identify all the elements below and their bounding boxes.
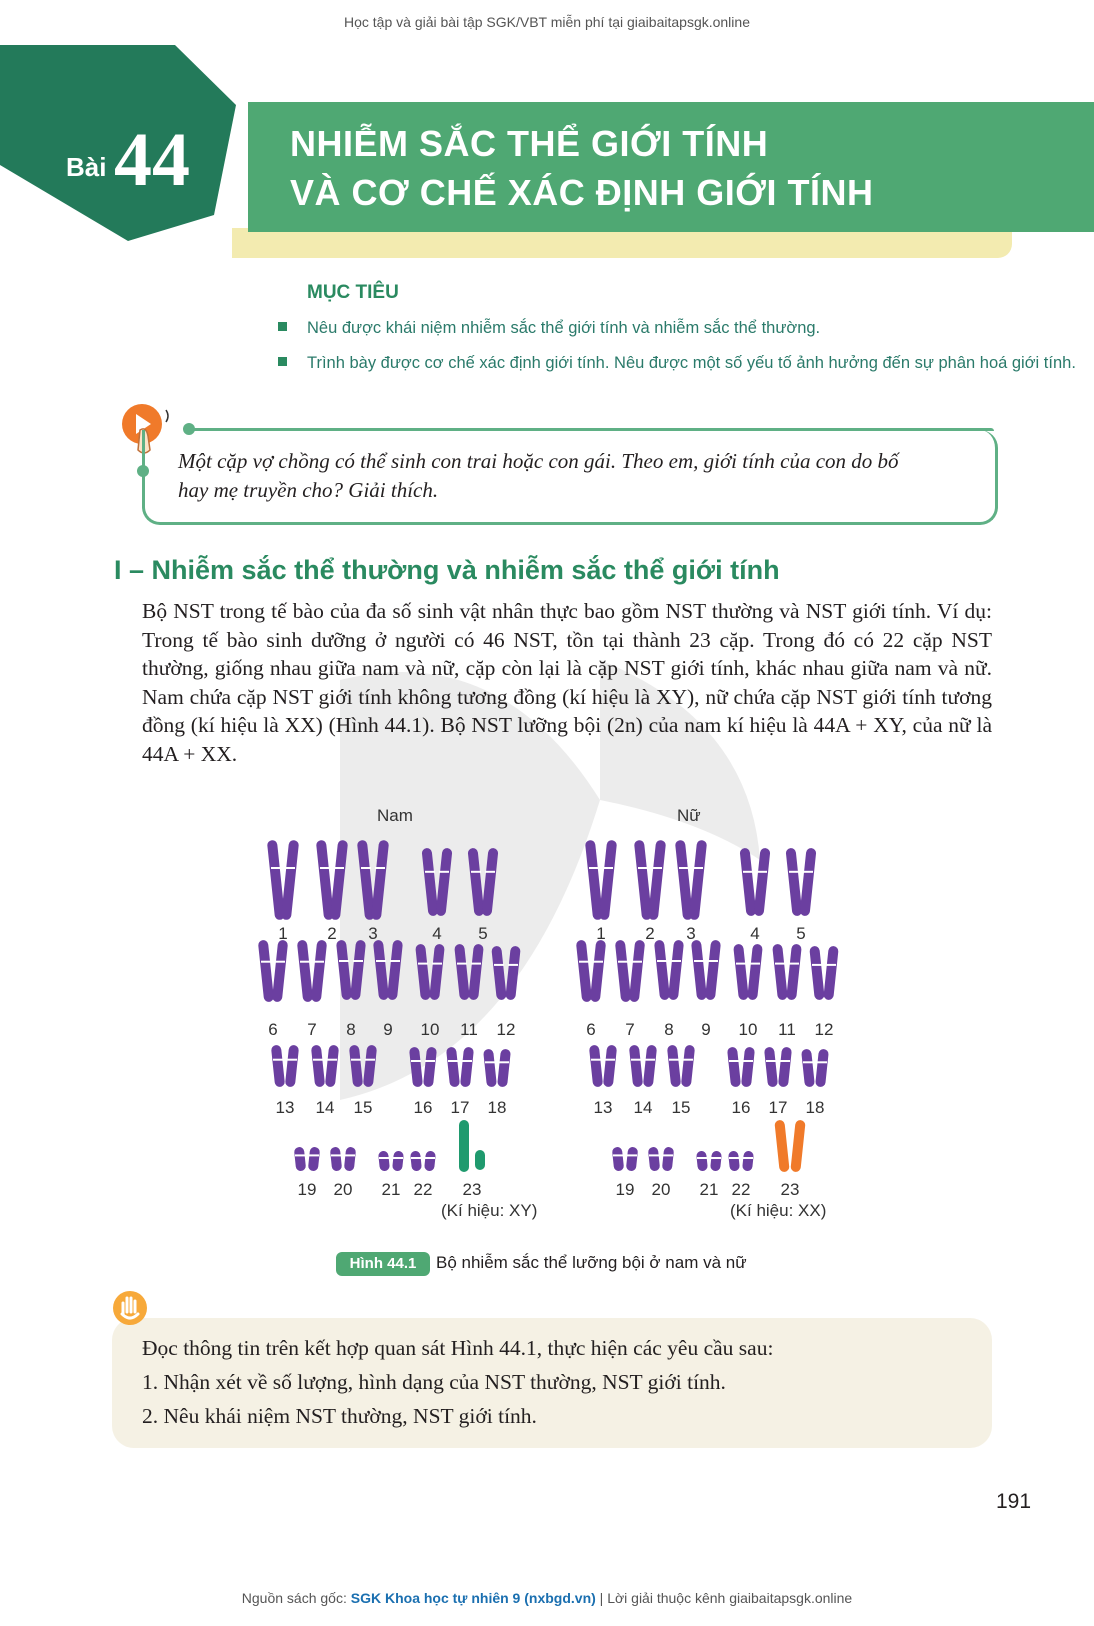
chromosome-number: 19 — [297, 1180, 317, 1199]
chromosome-number: 16 — [413, 1098, 433, 1117]
chromosome-number: 13 — [275, 1098, 295, 1117]
chromosome-number: 21 — [699, 1180, 719, 1199]
chromosome-number: 1 — [278, 924, 288, 943]
chromosome-pair — [357, 840, 389, 921]
chromosome-number: 19 — [615, 1180, 635, 1199]
chromosome-pair — [297, 940, 327, 1003]
section-paragraph: Bộ NST trong tế bào của đa số sinh vật nhân thực bao gồm NST thường và NST giới tính. Ví dụ: Trong tế bào sinh dưỡng ở người có 46 NST, tồn tại thành 23 cặp. Trong đó có 22 cặp NST thường, giống nhau giữa nam và nữ, cặp còn lại là cặp NST giới tính, khác nhau giữa nam và nữ. Nam chứa cặp NST giới tính không tương đồng (kí hiệu là XY), nữ chứa cặp NST giới tính tương đồng (kí hiệu là XX) (Hình 44.1). Bộ NST lưỡng bội (2n) của nam kí hiệu là 44A + XY, của nữ là 44A + XX. — [142, 599, 992, 766]
chromosome-pair — [410, 1151, 436, 1172]
chromosome-number: 2 — [327, 924, 337, 943]
chromosome-pair — [739, 848, 770, 917]
male-label: Nam — [377, 806, 413, 825]
chromosome-pair — [409, 1047, 437, 1088]
lesson-number: 44 — [114, 118, 190, 202]
chromosome-pair — [801, 1049, 829, 1088]
chromosome-pair — [585, 840, 617, 921]
chromosome-number: 11 — [460, 1020, 478, 1039]
chromosome-pair — [727, 1047, 755, 1088]
chromosome-number: 11 — [778, 1020, 796, 1039]
chromosome-pair — [634, 840, 666, 921]
objective-text: Nêu được khái niệm nhiễm sắc thể giới tính và nhiễm sắc thể thường. — [307, 319, 821, 337]
chromosome-pair — [728, 1151, 754, 1172]
chromosome-pair — [311, 1045, 339, 1088]
chromosome-number: 1 — [596, 924, 606, 943]
chromosome-number: 23 — [462, 1180, 482, 1199]
bullet-square-icon — [278, 357, 287, 366]
chromosome-pair — [576, 940, 606, 1003]
chromosome-number: 15 — [671, 1098, 691, 1117]
male-symbol: (Kí hiệu: XY) — [441, 1201, 538, 1220]
chromosome-pair — [589, 1045, 617, 1088]
chromosome-pair — [491, 946, 521, 1001]
sex-chromosome-xx — [774, 1120, 805, 1173]
chromosome-pair — [675, 840, 707, 921]
chromosome-pair — [446, 1047, 474, 1088]
objective-text: Trình bày được cơ chế xác định giới tính. Nêu được một số yếu tố ảnh hưởng đến sự phân hoá giới tính. — [307, 354, 1076, 372]
question-line: hay mẹ truyền cho? Giải thích. — [178, 478, 439, 502]
chromosome-number: 6 — [268, 1020, 278, 1039]
chromosome-number: 10 — [420, 1020, 440, 1039]
chromosome-number: 2 — [645, 924, 655, 943]
footer-prefix: Nguồn sách gốc: — [241, 1590, 351, 1606]
chromosome-number: 22 — [413, 1180, 433, 1199]
chromosome-number: 23 — [780, 1180, 800, 1199]
task-item-2: 2. Nêu khái niệm NST thường, NST giới tính. — [142, 1404, 537, 1428]
chromosome-number: 5 — [478, 924, 488, 943]
question-dot — [137, 465, 149, 477]
footer-book-link[interactable]: SGK Khoa học tự nhiên 9 (nxbgd.vn) — [350, 1590, 596, 1606]
hand-icon — [110, 1288, 150, 1328]
lesson-label: Bài — [66, 152, 107, 182]
chromosome-number: 12 — [814, 1020, 834, 1039]
chromosome-number: 18 — [805, 1098, 825, 1117]
chromosome-pair — [258, 940, 288, 1003]
chromosome-pair — [648, 1147, 674, 1172]
figure-caption-badge: Hình 44.1 — [336, 1252, 430, 1276]
lesson-title-line2: VÀ CƠ CHẾ XÁC ĐỊNH GIỚI TÍNH — [290, 172, 874, 213]
chromosome-number: 14 — [633, 1098, 653, 1117]
chromosome-number: 7 — [625, 1020, 635, 1039]
task-item-1: 1. Nhận xét về số lượng, hình dạng của NST thường, NST giới tính. — [142, 1370, 726, 1394]
footer-source — [0, 1590, 1094, 1606]
objective-item — [278, 319, 820, 338]
chromosome-pair — [772, 944, 802, 1001]
chromosome-pair — [316, 840, 348, 921]
chromosome-pair — [764, 1047, 792, 1088]
female-label: Nữ — [677, 806, 701, 825]
chromosome-pair — [454, 944, 484, 1001]
objective-item — [278, 354, 1076, 373]
chromosome-pair — [654, 940, 684, 1001]
chromosome-number: 22 — [731, 1180, 751, 1199]
chromosome-number: 17 — [768, 1098, 788, 1117]
chromosome-pair — [330, 1147, 356, 1172]
chromosome-number: 5 — [796, 924, 806, 943]
figure-caption-text: Bộ nhiễm sắc thể lưỡng bội ở nam và nữ — [436, 1253, 747, 1272]
chromosome-number: 15 — [353, 1098, 373, 1117]
chromosome-number: 4 — [750, 924, 760, 943]
header-source-line: Học tập và giải bài tập SGK/VBT miễn phí tại giaibaitapsgk.online — [344, 14, 750, 30]
chromosome-number: 7 — [307, 1020, 317, 1039]
bullet-square-icon — [278, 322, 287, 331]
chromosome-pair — [785, 848, 816, 917]
section-heading: I – Nhiễm sắc thể thường và nhiễm sắc thể giới tính — [114, 555, 780, 585]
chromosome-pair — [271, 1045, 299, 1088]
chromosome-number: 6 — [586, 1020, 596, 1039]
chromosome-pair — [349, 1045, 377, 1088]
chromosome-number: 9 — [383, 1020, 393, 1039]
chromosome-pair — [421, 848, 452, 917]
chromosome-pair — [733, 944, 763, 1001]
page-number: 191 — [996, 1490, 1032, 1513]
chromosome-number: 16 — [731, 1098, 751, 1117]
chromosome-number: 20 — [651, 1180, 671, 1199]
chromosome-pair — [691, 940, 721, 1001]
chromosome-pair — [467, 848, 498, 917]
chromosome-pair — [378, 1151, 404, 1172]
chromosome-pair — [612, 1147, 638, 1172]
chromosome-number: 13 — [593, 1098, 613, 1117]
chromosome-number: 18 — [487, 1098, 507, 1117]
footer-suffix: | Lời giải thuộc kênh giaibaitapsgk.online — [595, 1590, 853, 1606]
opening-question — [178, 447, 978, 505]
chromosome-number: 8 — [346, 1020, 356, 1039]
title-underlay — [232, 228, 1012, 258]
chromosome-number: 4 — [432, 924, 442, 943]
chromosome-number: 17 — [450, 1098, 470, 1117]
chromosome-number: 20 — [333, 1180, 353, 1199]
chromosome-pair — [483, 1049, 511, 1088]
chromosome-pair — [809, 946, 839, 1001]
lesson-title-line1: NHIỄM SẮC THỂ GIỚI TÍNH — [290, 123, 769, 164]
chromosome-pair — [336, 940, 366, 1001]
chromosome-pair — [696, 1151, 722, 1172]
chromosome-pair — [267, 840, 299, 921]
sex-chromosome-xy — [459, 1120, 485, 1172]
objectives-heading: MỤC TIÊU — [307, 282, 399, 303]
chromosome-number: 8 — [664, 1020, 674, 1039]
chromosome-number: 10 — [738, 1020, 758, 1039]
chromosome-number: 21 — [381, 1180, 401, 1199]
chromosome-number: 3 — [686, 924, 696, 943]
chromosome-number: 14 — [315, 1098, 335, 1117]
chromosome-pair — [373, 940, 403, 1001]
chromosome-pair — [667, 1045, 695, 1088]
chromosome-pair — [615, 940, 645, 1003]
question-line: Một cặp vợ chồng có thể sinh con trai hoặc con gái. Theo em, giới tính của con do bố — [178, 449, 899, 473]
chromosome-number: 9 — [701, 1020, 711, 1039]
female-symbol: (Kí hiệu: XX) — [730, 1201, 827, 1220]
chromosome-pair — [415, 944, 445, 1001]
chromosome-number: 3 — [368, 924, 378, 943]
chromosome-number: 12 — [496, 1020, 516, 1039]
chromosome-pair — [629, 1045, 657, 1088]
chromosome-pair — [294, 1147, 320, 1172]
task-intro: Đọc thông tin trên kết hợp quan sát Hình 44.1, thực hiện các yêu cầu sau: — [142, 1336, 774, 1360]
